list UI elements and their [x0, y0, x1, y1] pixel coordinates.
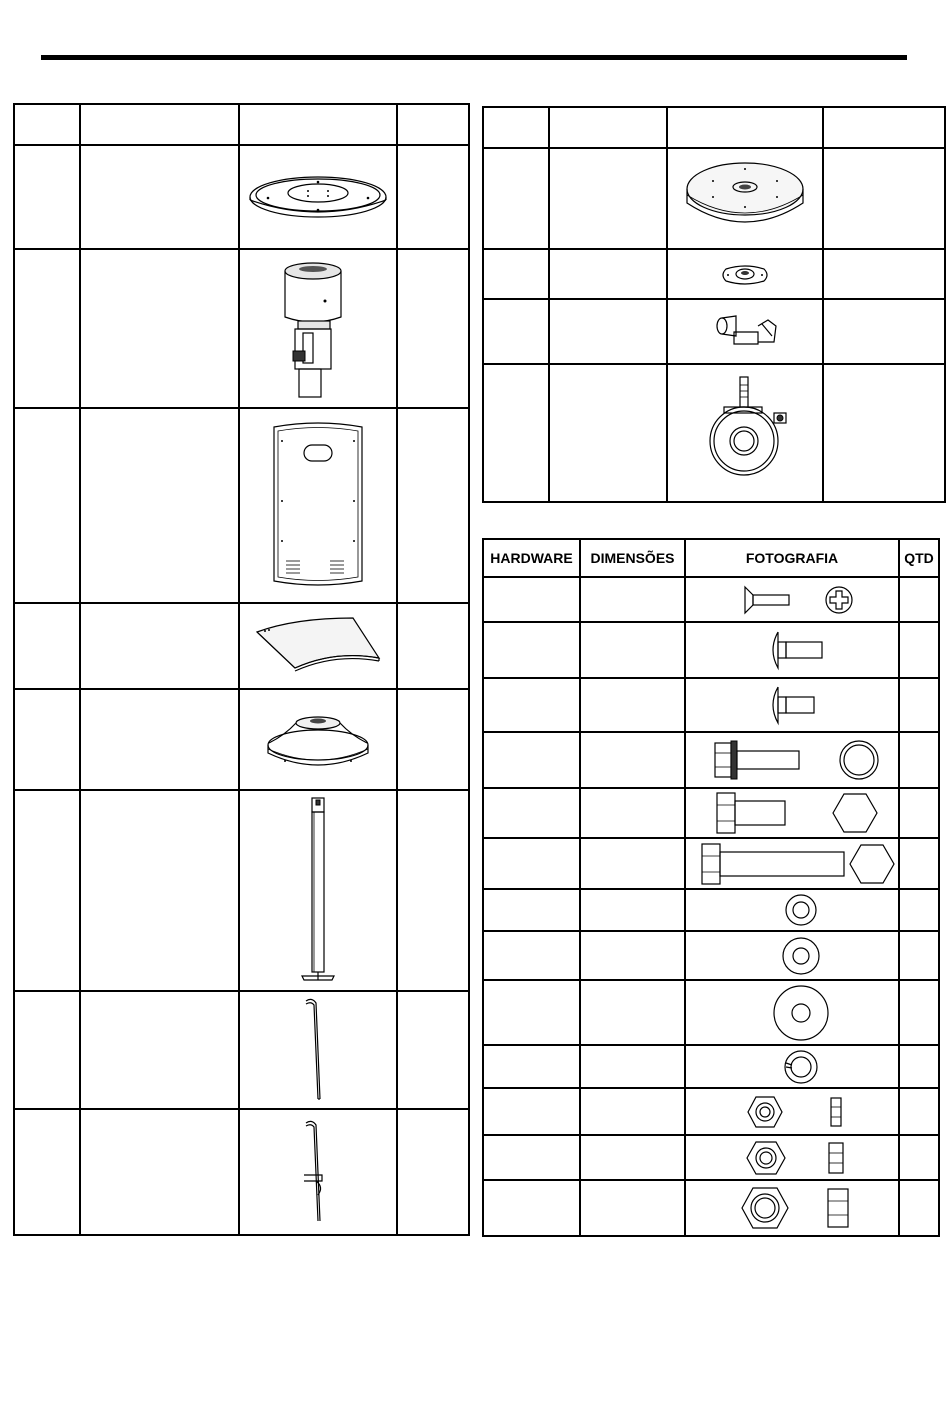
table-row [483, 299, 945, 364]
table-row [14, 145, 469, 249]
hex-nut-medium-icon [745, 1139, 855, 1177]
table-segment-icon [255, 616, 381, 676]
table-row [483, 577, 939, 622]
small-washer-icon [784, 893, 818, 927]
table-row [483, 838, 939, 889]
gas-hose-tube-clip-icon [298, 1117, 338, 1227]
housing-panel-icon [268, 421, 368, 591]
parts-table-left [13, 103, 470, 1236]
table-row [14, 689, 469, 790]
burner-assembly-icon [273, 259, 363, 399]
round-head-bolt-long-icon [768, 630, 828, 670]
col-header [397, 104, 469, 145]
table-row [14, 603, 469, 689]
table-row [14, 1109, 469, 1235]
table-row [483, 148, 945, 249]
parts-table-right [482, 106, 946, 503]
qty-header: QTD [899, 539, 939, 577]
table-row [483, 931, 939, 980]
small-flange-icon [720, 261, 770, 287]
table-row [14, 249, 469, 408]
parts-table-header [14, 104, 469, 145]
medium-washer-icon [781, 936, 821, 976]
header-rule [41, 55, 907, 60]
gas-hose-tube-icon [298, 995, 338, 1105]
table-row [483, 364, 945, 502]
table-row [14, 991, 469, 1109]
flange-bolt-washer-icon [713, 739, 883, 781]
dimensions-header: DIMENSÕES [580, 539, 685, 577]
hex-nut-large-icon [740, 1185, 860, 1231]
table-row [483, 1045, 939, 1088]
countersunk-screw-icon [739, 585, 859, 615]
col-header [667, 107, 823, 148]
col-header [483, 107, 549, 148]
hex-bolt-long-icon [698, 842, 898, 886]
hardware-table [482, 538, 940, 1237]
col-header [239, 104, 397, 145]
table-row [483, 980, 939, 1045]
table-row [483, 249, 945, 299]
col-header [14, 104, 80, 145]
table-row [483, 1180, 939, 1236]
gas-regulator-icon [700, 373, 790, 493]
hex-nut-small-icon [745, 1093, 855, 1131]
hex-bolt-short-icon [713, 791, 883, 835]
split-washer-icon [783, 1049, 819, 1085]
col-header [549, 107, 667, 148]
table-row [14, 790, 469, 991]
hardware-table-header [483, 539, 939, 577]
post-tube-icon [298, 796, 338, 986]
base-cover-icon [265, 705, 371, 775]
table-row [483, 889, 939, 931]
base-plate-icon [683, 159, 807, 239]
table-row [14, 408, 469, 603]
hardware-header: HARDWARE [483, 539, 580, 577]
table-row [483, 1135, 939, 1180]
round-head-bolt-short-icon [768, 685, 828, 725]
large-washer-icon [772, 984, 830, 1042]
table-row [483, 1088, 939, 1135]
photo-header: FOTOGRAFIA [685, 539, 899, 577]
table-row [483, 622, 939, 678]
parts-table-header [483, 107, 945, 148]
table-row [483, 788, 939, 838]
table-row [483, 678, 939, 732]
bracket-icon [710, 312, 780, 352]
col-header [823, 107, 945, 148]
table-row [483, 732, 939, 788]
reflector-disk-icon [248, 172, 388, 222]
col-header [80, 104, 239, 145]
